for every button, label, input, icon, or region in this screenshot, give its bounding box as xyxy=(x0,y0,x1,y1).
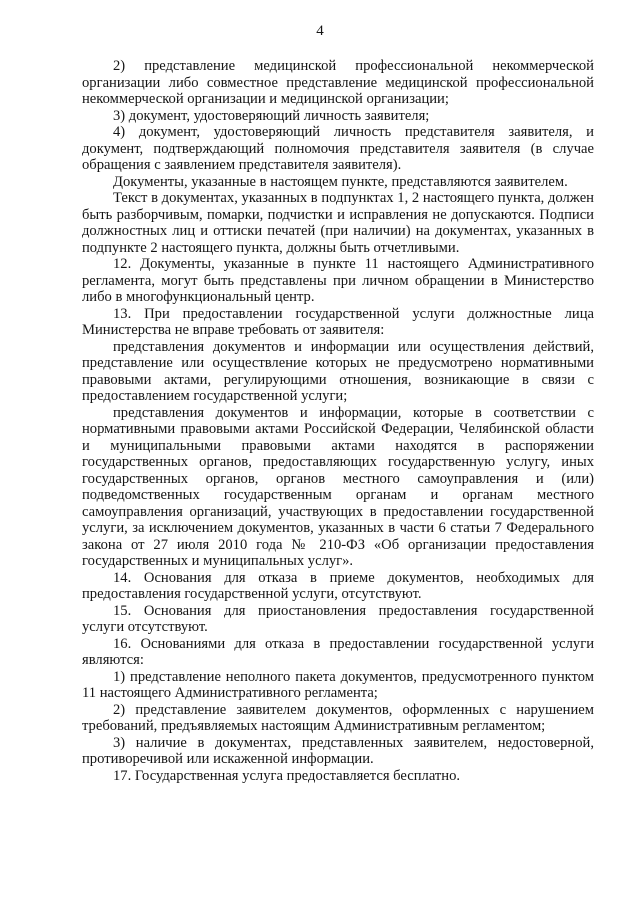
paragraph-13-prohibition-actions: представления документов и информации или осуществления действий, представление или осуществление которых не предусмотрено нормативными правовыми актами, регулирующими отношения, возникающие в связи с предоставлением государственной услуги; xyxy=(82,338,594,404)
paragraph-15-suspension: 15. Основания для приостановления предоставления государственной услуги отсутствуют. xyxy=(82,602,594,635)
paragraph-14-acceptance-refusal: 14. Основания для отказа в приеме документов, необходимых для предоставления государственной услуги, отсутствуют. xyxy=(82,569,594,602)
page-number: 4 xyxy=(316,23,324,39)
paragraph-12-submission: 12. Документы, указанные в пункте 11 настоящего Административного регламента, могут быть представлены при личном обращении в Министерство либо в многофункциональный центр. xyxy=(82,256,594,305)
paragraph-16-ground-3: 3) наличие в документах, представленных заявителем, недостоверной, противоречивой или искаженной информации. xyxy=(82,734,594,767)
paragraph-item-4-representative-docs: 4) документ, удостоверяющий личность представителя заявителя, и документ, подтверждающий полномочия представителя заявителя (в случае обращения с заявлением представителя заявителя). xyxy=(82,124,594,173)
paragraph-item-2-medical-org: 2) представление медицинской профессиональной некоммерческой организации либо совместное представление медицинской профессиональной некоммерческой организации и медицинской организации; xyxy=(82,58,594,107)
document-body xyxy=(82,58,594,784)
paragraph-13-prohibition-documents: представления документов и информации, которые в соответствии с нормативными правовыми актами Российской Федерации, Челябинской области и муниципальными правовыми актами находятся в распоряжении государственных органов, предоставляющих государственную услугу, иных государственных органов, органов местного самоуправления и (или) подведомственных государственным органам и органам местного самоуправления организаций, участвующих в предоставлении государственной услуги, за исключением документов, указанных в части 6 статьи 7 Федерального закона от 27 июля 2010 года № 210-ФЗ «Об организации предоставления государственных и муниципальных услуг». xyxy=(82,404,594,569)
paragraph-16-refusal-grounds: 16. Основаниями для отказа в предоставлении государственной услуги являются: xyxy=(82,635,594,668)
paragraph-16-ground-1: 1) представление неполного пакета документов, предусмотренного пунктом 11 настоящего Административного регламента; xyxy=(82,668,594,701)
paragraph-17-free-of-charge: 17. Государственная услуга предоставляется бесплатно. xyxy=(113,767,461,784)
paragraph-16-ground-2: 2) представление заявителем документов, оформленных с нарушением требований, предъявляемых настоящим Административным регламентом; xyxy=(82,701,594,734)
paragraph-docs-submitted-by-applicant: Документы, указанные в настоящем пункте, представляются заявителем. xyxy=(113,173,568,190)
paragraph-13-prohibitions: 13. При предоставлении государственной услуги должностные лица Министерства не вправе требовать от заявителя: xyxy=(82,305,594,338)
paragraph-text-legibility: Текст в документах, указанных в подпунктах 1, 2 настоящего пункта, должен быть разборчивым, помарки, подчистки и исправления не допускаются. Подписи должностных лиц и оттиски печатей (при наличии) на документах, указанных в подпункте 2 настоящего пункта, должны быть отчетливыми. xyxy=(82,190,594,256)
paragraph-item-3-identity-doc: 3) документ, удостоверяющий личность заявителя; xyxy=(113,107,430,124)
